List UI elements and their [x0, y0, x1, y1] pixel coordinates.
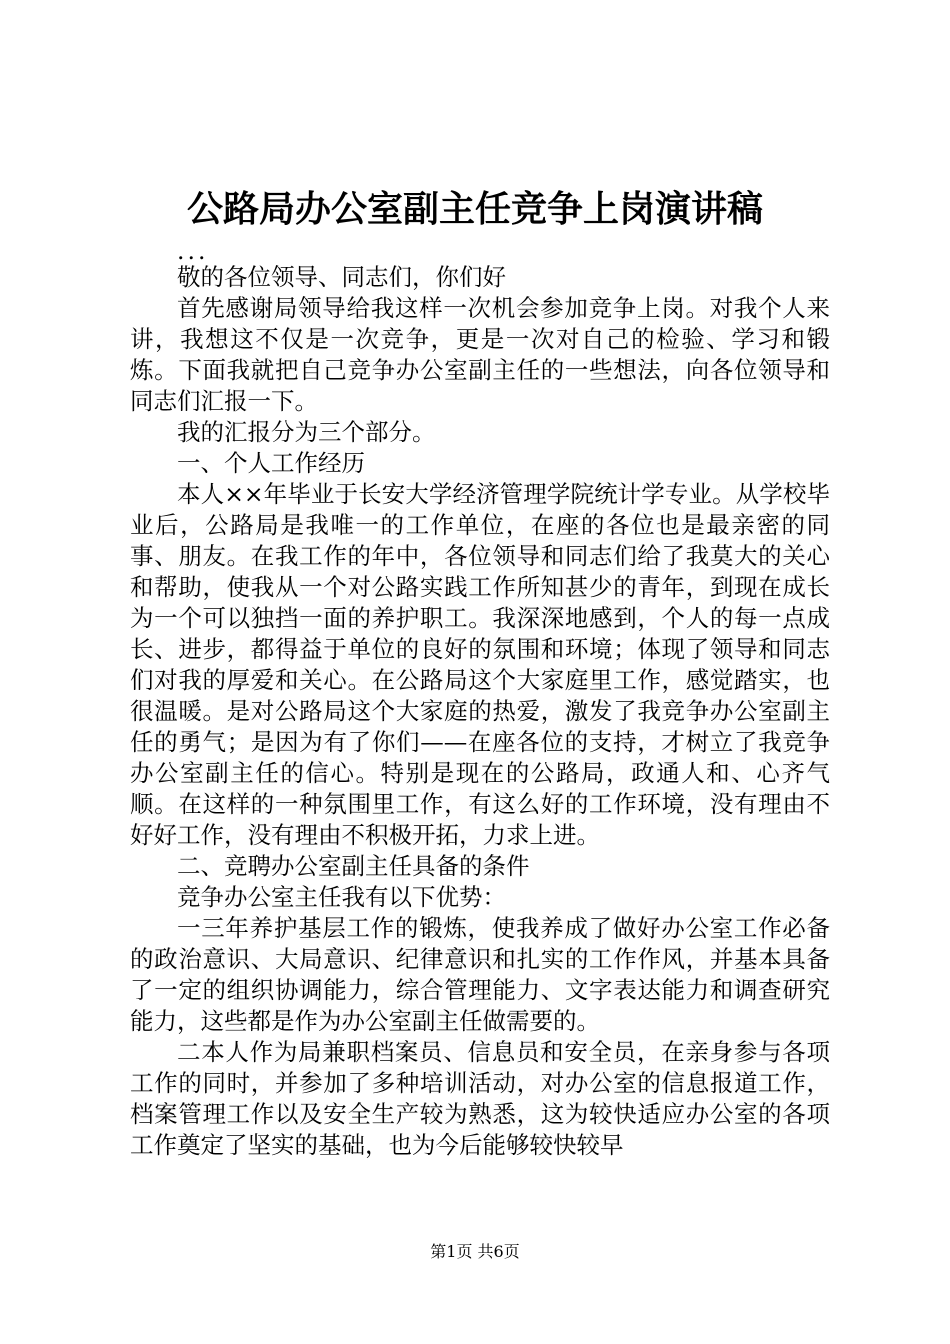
work-experience-paragraph: 本人××年毕业于长安大学经济管理学院统计学专业。从学校毕业后，公路局是我唯一的工作单位，在座的各位也是最亲密的同事、朋友。在我工作的年中，各位领导和同志们给了我莫大的关心和帮助，使我从一个对公路实践工作所知甚少的青年，到现在成长为一个可以独挡一面的养护职工。我深深地感到，个人的每一点成长、进步，都得益于单位的良好的氛围和环境；体现了领导和同志们对我的厚爱和关心。在公路局这个大家庭里工作，感觉踏实，也很温暖。是对公路局这个大家庭的热爱，激发了我竞争办公室副主任的勇气；是因为有了你们——在座各位的支持，才树立了我竞争办公室副主任的信心。特别是现在的公路局，政通人和、心齐气顺。在这样的一种氛围里工作，有这么好的工作环境，没有理由不好好工作，没有理由不积极开拓，力求上进。 — [130, 480, 830, 849]
section-heading-1: 一、个人工作经历 — [177, 449, 365, 477]
ellipsis-paragraph: ... — [177, 237, 209, 265]
intro-paragraph: 首先感谢局领导给我这样一次机会参加竞争上岗。对我个人来讲，我想这不仅是一次竞争，更是一次对自己的检验、学习和锻炼。下面我就把自己竞争办公室副主任的一些想法，向各位领导和同志们汇报一下。 — [130, 294, 830, 415]
greeting-paragraph: 敬的各位领导、同志们，你们好 — [177, 263, 506, 291]
document-body — [130, 237, 830, 1161]
page-footer: 第1页 共6页 — [430, 1242, 520, 1261]
report-outline-paragraph: 我的汇报分为三个部分。 — [177, 418, 436, 446]
advantages-intro-paragraph: 竞争办公室主任我有以下优势： — [177, 883, 506, 911]
document-title: 公路局办公室副主任竞争上岗演讲稿 — [186, 188, 763, 230]
advantage-2-paragraph: 二本人作为局兼职档案员、信息员和安全员，在亲身参与各项工作的同时，并参加了多种培训活动，对办公室的信息报道工作，档案管理工作以及安全生产较为熟悉，这为较快适应办公室的各项工作奠定了坚实的基础，也为今后能够较快较早 — [130, 1038, 830, 1159]
section-heading-2: 二、竞聘办公室副主任具备的条件 — [177, 852, 530, 880]
advantage-1-paragraph: 一三年养护基层工作的锻炼，使我养成了做好办公室工作必备的政治意识、大局意识、纪律意识和扎实的工作作风，并基本具备了一定的组织协调能力，综合管理能力、文字表达能力和调查研究能力，这些都是作为办公室副主任做需要的。 — [130, 914, 830, 1035]
